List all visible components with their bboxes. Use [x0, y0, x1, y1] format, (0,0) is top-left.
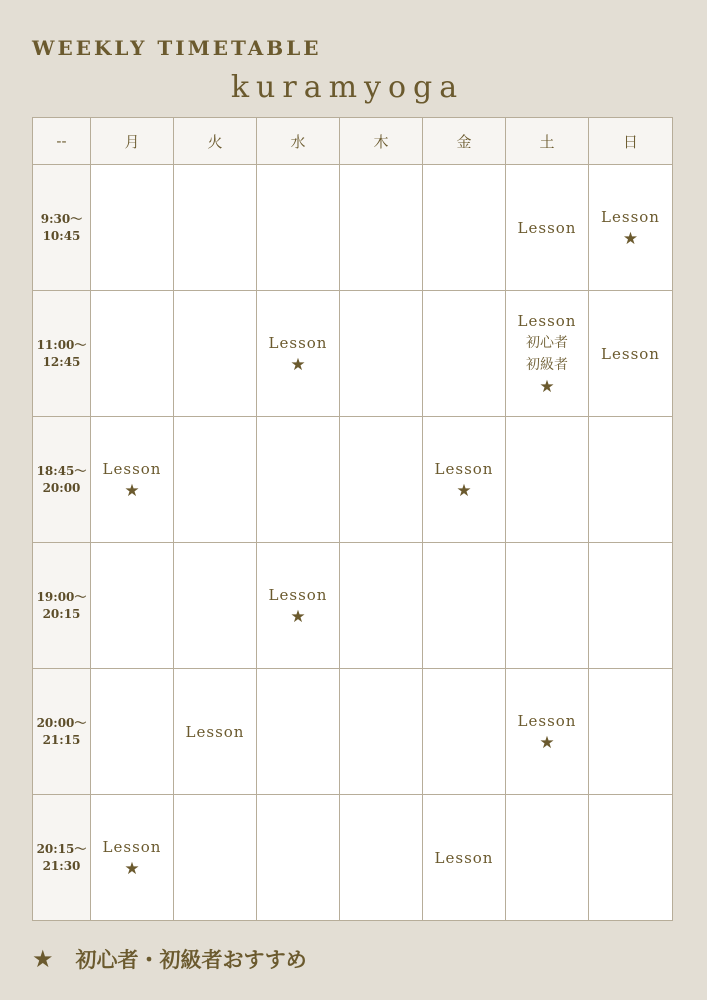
lesson-label: Lesson — [517, 311, 577, 330]
page-title: WEEKLY TIMETABLE — [32, 36, 322, 60]
lesson-label: Lesson — [102, 459, 162, 478]
table-row — [33, 417, 673, 543]
table-row — [33, 669, 673, 795]
star-icon: ★ — [622, 228, 639, 249]
schedule-cell — [423, 543, 506, 669]
schedule-cell — [257, 165, 340, 291]
schedule-cell[interactable] — [91, 795, 174, 921]
schedule-cell — [174, 795, 257, 921]
timetable-body — [33, 165, 673, 921]
star-icon: ★ — [539, 376, 555, 397]
schedule-cell[interactable] — [91, 417, 174, 543]
schedule-cell[interactable] — [589, 165, 673, 291]
brand-name: kuramyoga — [230, 70, 465, 105]
schedule-cell — [174, 543, 257, 669]
schedule-cell — [589, 417, 673, 543]
star-icon: ★ — [124, 858, 140, 879]
schedule-cell — [506, 417, 589, 543]
table-row — [33, 165, 673, 291]
time-start: 9:30〜 — [40, 211, 83, 226]
lesson-label: Lesson — [185, 722, 245, 741]
schedule-cell — [340, 795, 423, 921]
schedule-cell — [174, 165, 257, 291]
time-start: 11:00〜 — [36, 337, 87, 352]
day-header-thu: 木 — [340, 118, 423, 165]
time-end: 12:45 — [42, 354, 81, 369]
schedule-cell[interactable] — [423, 795, 506, 921]
level-label: 初心者 — [526, 334, 568, 351]
schedule-cell[interactable] — [506, 669, 589, 795]
time-slot-cell — [33, 795, 91, 921]
schedule-cell[interactable] — [506, 291, 589, 417]
schedule-cell — [589, 543, 673, 669]
lesson-label: Lesson — [102, 837, 162, 856]
schedule-cell — [174, 417, 257, 543]
day-header-fri: 金 — [423, 118, 506, 165]
schedule-cell — [423, 669, 506, 795]
lesson-label: Lesson — [268, 585, 328, 604]
schedule-cell — [91, 165, 174, 291]
star-icon: ★ — [32, 945, 54, 973]
table-row — [33, 291, 673, 417]
time-start: 20:00〜 — [36, 715, 87, 730]
schedule-cell — [91, 291, 174, 417]
time-start: 20:15〜 — [36, 841, 87, 856]
star-icon: ★ — [456, 480, 472, 501]
schedule-cell — [91, 543, 174, 669]
schedule-cell — [257, 795, 340, 921]
schedule-cell — [423, 165, 506, 291]
schedule-cell — [340, 165, 423, 291]
table-row — [33, 543, 673, 669]
time-slot-cell — [33, 165, 91, 291]
time-slot-cell — [33, 669, 91, 795]
time-end: 10:45 — [42, 228, 81, 243]
schedule-cell[interactable] — [257, 291, 340, 417]
table-row — [33, 795, 673, 921]
day-header-mon: 月 — [91, 118, 174, 165]
time-slot-cell — [33, 291, 91, 417]
time-start: 19:00〜 — [36, 589, 87, 604]
schedule-cell[interactable] — [423, 417, 506, 543]
schedule-cell[interactable] — [506, 165, 589, 291]
star-icon: ★ — [290, 606, 306, 627]
day-header-tue: 火 — [174, 118, 257, 165]
schedule-cell — [174, 291, 257, 417]
time-end: 21:15 — [42, 732, 81, 747]
schedule-cell — [506, 795, 589, 921]
schedule-cell — [589, 795, 673, 921]
day-header-wed: 水 — [257, 118, 340, 165]
schedule-cell[interactable] — [589, 291, 673, 417]
corner-cell: -- — [33, 118, 91, 165]
schedule-cell — [257, 417, 340, 543]
schedule-cell — [340, 669, 423, 795]
schedule-cell — [340, 543, 423, 669]
schedule-cell — [340, 417, 423, 543]
lesson-label: Lesson — [517, 711, 577, 730]
star-icon: ★ — [290, 354, 306, 375]
schedule-cell — [589, 669, 673, 795]
lesson-label: Lesson — [434, 459, 494, 478]
lesson-label: Lesson — [268, 333, 328, 352]
day-header-sun: 日 — [589, 118, 673, 165]
lesson-label: Lesson — [517, 218, 577, 237]
schedule-cell — [257, 669, 340, 795]
lesson-label: Lesson — [434, 848, 494, 867]
schedule-cell[interactable] — [257, 543, 340, 669]
schedule-cell — [506, 543, 589, 669]
time-end: 20:00 — [42, 480, 81, 495]
lesson-label: Lesson — [601, 344, 660, 363]
timetable-header-row — [33, 118, 673, 165]
legend-note: 初心者・初級者おすすめ — [75, 948, 307, 972]
time-end: 20:15 — [42, 606, 81, 621]
time-end: 21:30 — [42, 858, 81, 873]
star-icon: ★ — [539, 732, 555, 753]
level-label: 初級者 — [526, 356, 568, 373]
lesson-label: Lesson — [601, 207, 660, 226]
time-slot-cell — [33, 543, 91, 669]
time-start: 18:45〜 — [36, 463, 87, 478]
schedule-cell[interactable] — [174, 669, 257, 795]
day-header-sat: 土 — [506, 118, 589, 165]
legend — [32, 944, 307, 974]
timetable — [32, 117, 673, 921]
schedule-cell — [91, 669, 174, 795]
star-icon: ★ — [124, 480, 140, 501]
schedule-cell — [423, 291, 506, 417]
schedule-cell — [340, 291, 423, 417]
time-slot-cell — [33, 417, 91, 543]
